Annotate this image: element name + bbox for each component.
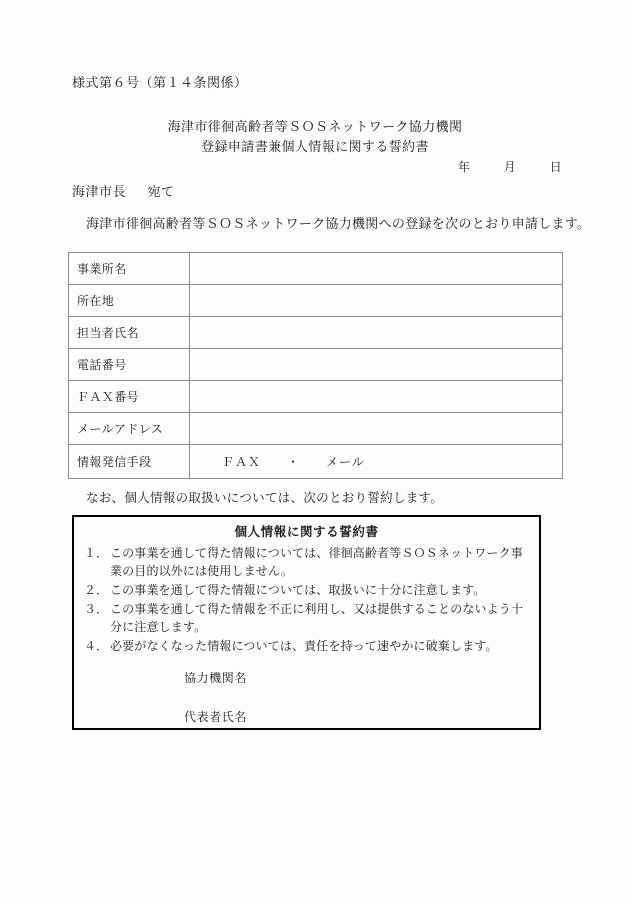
list-item	[84, 637, 531, 655]
document-title-line-2: 登録申請書兼個人情報に関する誓約書	[201, 139, 429, 154]
list-item	[84, 581, 531, 599]
application-statement: 海津市徘徊高齢者等ＳＯＳネットワーク協力機関への登録を次のとおり申請します。	[86, 216, 591, 231]
pledge-item-number-1: １．	[84, 546, 109, 560]
document-title	[0, 117, 630, 157]
table-row	[69, 413, 563, 445]
row-value-phone[interactable]	[190, 349, 563, 381]
date-line	[0, 158, 630, 175]
pledge-item-text-3: この事業を通して得た情報を不正に利用し、又は提供することのないよう十分に注意します。	[110, 602, 524, 634]
pledge-box	[72, 515, 541, 730]
pledge-item-number-3: ３．	[84, 602, 109, 616]
table-row	[69, 253, 563, 285]
form-number: 様式第６号（第１４条関係）	[72, 75, 248, 90]
signature-organization-label[interactable]: 協力機関名	[184, 671, 248, 685]
row-label-fax: ＦＡＸ番号	[69, 381, 190, 413]
pledge-item-text-4: 必要がなくなった情報については、責任を持って速やかに破棄します。	[110, 639, 498, 653]
pledge-note: なお、個人情報の取扱いについては、次のとおり誓約します。	[86, 491, 444, 505]
date-month-label: 月	[503, 160, 517, 174]
pledge-title: 個人情報に関する誓約書	[234, 525, 379, 539]
row-label-email: メールアドレス	[69, 413, 190, 445]
list-item	[84, 600, 531, 636]
row-label-business-name: 事業所名	[69, 253, 190, 285]
applicant-info-table	[68, 252, 563, 479]
row-label-contact-name: 担当者氏名	[69, 317, 190, 349]
list-item	[84, 544, 531, 580]
row-label-delivery-method: 情報発信手段	[69, 445, 190, 479]
table-row	[69, 285, 563, 317]
row-value-fax[interactable]	[190, 381, 563, 413]
date-day-label: 日	[549, 160, 562, 174]
table-row	[69, 445, 563, 479]
delivery-option-separator: ・	[287, 455, 301, 469]
pledge-item-number-2: ２．	[84, 583, 109, 597]
table-row	[69, 349, 563, 381]
row-value-delivery-method	[190, 445, 563, 479]
signature-representative-label[interactable]: 代表者氏名	[184, 710, 248, 724]
pledge-item-list	[74, 544, 539, 655]
row-label-phone: 電話番号	[69, 349, 190, 381]
delivery-option-mail[interactable]: メール	[326, 455, 365, 469]
row-value-business-name[interactable]	[190, 253, 563, 285]
row-value-address[interactable]	[190, 285, 563, 317]
addressee-line	[72, 181, 175, 200]
delivery-method-choices	[198, 455, 365, 469]
addressee-suffix: 宛て	[147, 184, 175, 199]
addressee-name: 海津市長	[72, 184, 127, 199]
document-title-line-1: 海津市徘徊高齢者等ＳＯＳネットワーク協力機関	[167, 119, 463, 134]
date-year-label: 年	[457, 160, 471, 174]
row-value-email[interactable]	[190, 413, 563, 445]
row-label-address: 所在地	[69, 285, 190, 317]
row-value-contact-name[interactable]	[190, 317, 563, 349]
table-row	[69, 381, 563, 413]
pledge-item-text-2: この事業を通して得た情報については、取扱いに十分に注意します。	[110, 583, 486, 597]
pledge-item-number-4: ４．	[84, 639, 109, 653]
table-row	[69, 317, 563, 349]
delivery-option-fax[interactable]: ＦＡＸ	[222, 455, 262, 469]
signature-block	[74, 669, 539, 725]
pledge-item-text-1: この事業を通して得た情報については、徘徊高齢者等ＳＯＳネットワーク事業の目的以外には使用しません。	[110, 546, 523, 578]
